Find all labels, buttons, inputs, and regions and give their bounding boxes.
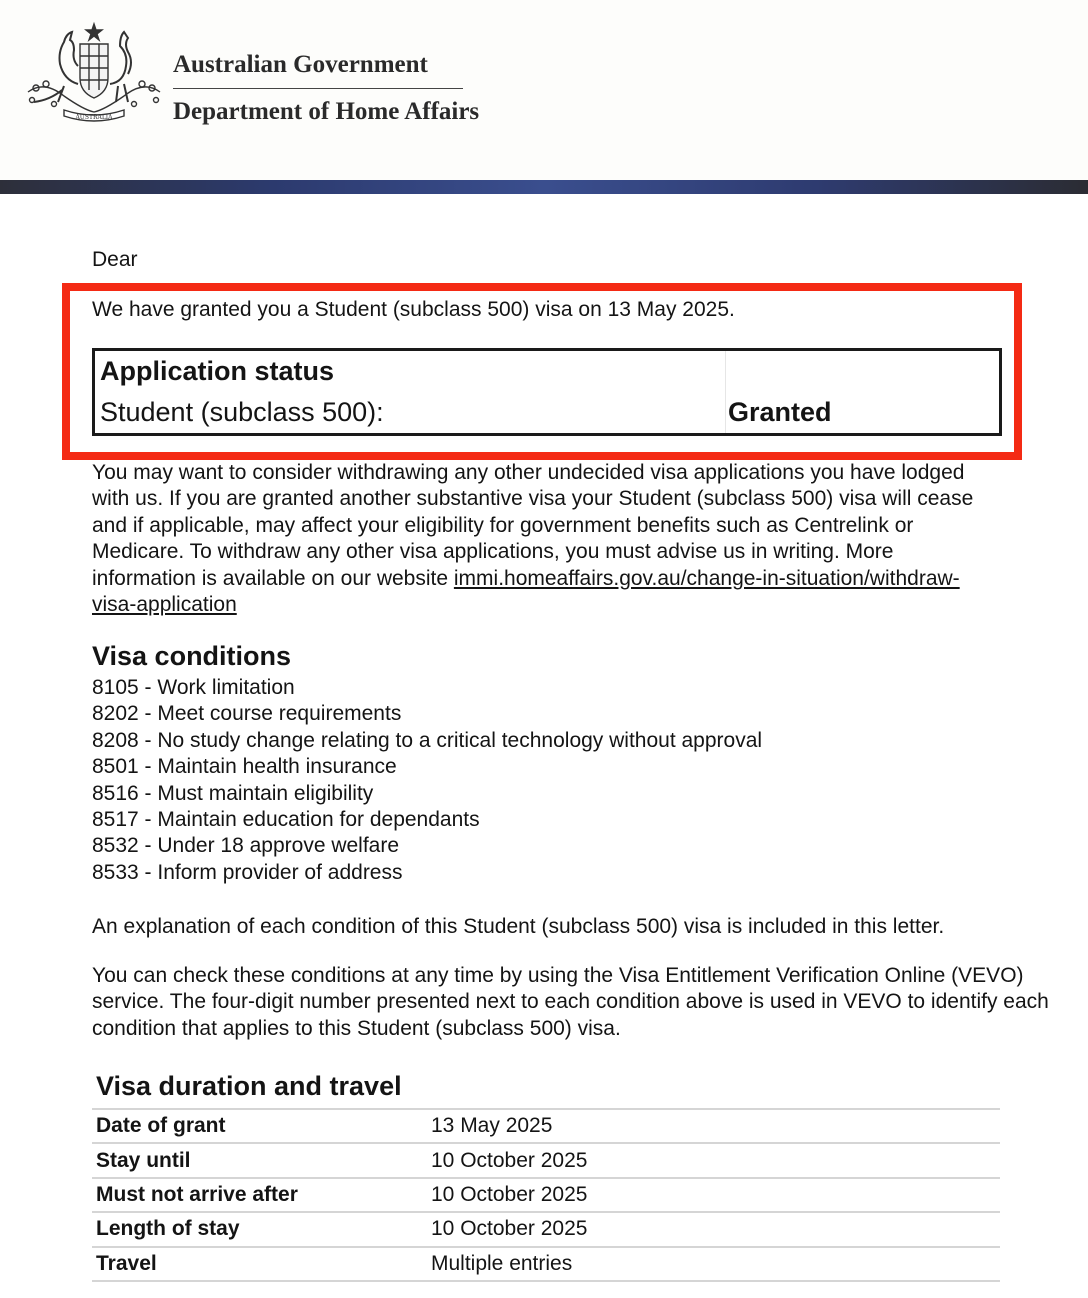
row-label: Must not arrive after bbox=[96, 1182, 298, 1206]
vevo-paragraph: You can check these conditions at any time by using the Visa Entitlement Verification Online (VEVO) service. The four-digit number presented next to each condition above is used in VEVO to identify each condition that applies to this Student (subclass 500) visa. bbox=[92, 964, 1049, 1040]
table-row bbox=[92, 1247, 1000, 1281]
condition-item: 8516 - Must maintain eligibility bbox=[92, 781, 374, 805]
coat-of-arms-icon bbox=[24, 20, 164, 126]
greeting: Dear bbox=[92, 248, 138, 271]
condition-item: 8208 - No study change relating to a critical technology without approval bbox=[92, 728, 763, 752]
withdraw-link[interactable]: immi.homeaffairs.gov.au/change-in-situation/withdraw-visa-application bbox=[92, 566, 960, 617]
status-divider bbox=[725, 351, 726, 433]
row-value: 10 October 2025 bbox=[431, 1182, 588, 1206]
condition-item: 8517 - Maintain education for dependants bbox=[92, 808, 480, 832]
row-value: 13 May 2025 bbox=[431, 1114, 553, 1138]
department-title bbox=[173, 48, 479, 129]
table-row bbox=[92, 1178, 1000, 1212]
letter-header bbox=[0, 0, 1088, 180]
condition-item: 8105 - Work limitation bbox=[92, 676, 295, 699]
status-label: Student (subclass 500): bbox=[100, 397, 384, 427]
row-label: Travel bbox=[96, 1251, 157, 1275]
row-value: 10 October 2025 bbox=[431, 1217, 588, 1241]
condition-item: 8501 - Maintain health insurance bbox=[92, 755, 397, 779]
duration-heading: Visa duration and travel bbox=[96, 1071, 402, 1101]
header-band bbox=[0, 180, 1088, 194]
condition-item: 8202 - Meet course requirements bbox=[92, 702, 402, 726]
government-name: Australian Government bbox=[173, 48, 463, 89]
grant-sentence: We have granted you a Student (subclass 500) visa on 13 May 2025. bbox=[92, 298, 735, 321]
condition-item: 8533 - Inform provider of address bbox=[92, 860, 403, 884]
status-title: Application status bbox=[100, 356, 335, 386]
status-value: Granted bbox=[728, 397, 832, 427]
withdraw-text: You may want to consider withdrawing any other undecided visa applications you have lodged with us. If you are granted another substantive visa your Student (subclass 500) visa will cease and if applicable, may affect your eligibility for government benefits such as Centrelink or Medicare. To withdraw any other visa applications, you must advise us in writing. More information is available on our website bbox=[92, 461, 974, 590]
svg-text:AUSTRALIA: AUSTRALIA bbox=[75, 114, 113, 121]
row-label: Date of grant bbox=[96, 1114, 226, 1138]
table-row bbox=[92, 1212, 1000, 1246]
table-row bbox=[92, 1109, 1000, 1143]
row-value: 10 October 2025 bbox=[431, 1148, 588, 1172]
duration-table bbox=[92, 1108, 1000, 1282]
row-value: Multiple entries bbox=[431, 1251, 573, 1275]
withdraw-paragraph bbox=[92, 460, 1002, 618]
department-name: Department of Home Affairs bbox=[173, 98, 480, 125]
table-row bbox=[92, 1143, 1000, 1177]
conditions-list bbox=[92, 675, 762, 886]
conditions-heading: Visa conditions bbox=[92, 641, 292, 671]
explanation-paragraph: An explanation of each condition of this Student (subclass 500) visa is included in this letter. bbox=[92, 915, 945, 938]
application-status-box bbox=[92, 348, 1002, 436]
row-label: Length of stay bbox=[96, 1217, 240, 1241]
condition-item: 8532 - Under 18 approve welfare bbox=[92, 834, 400, 858]
row-label: Stay until bbox=[96, 1148, 191, 1172]
